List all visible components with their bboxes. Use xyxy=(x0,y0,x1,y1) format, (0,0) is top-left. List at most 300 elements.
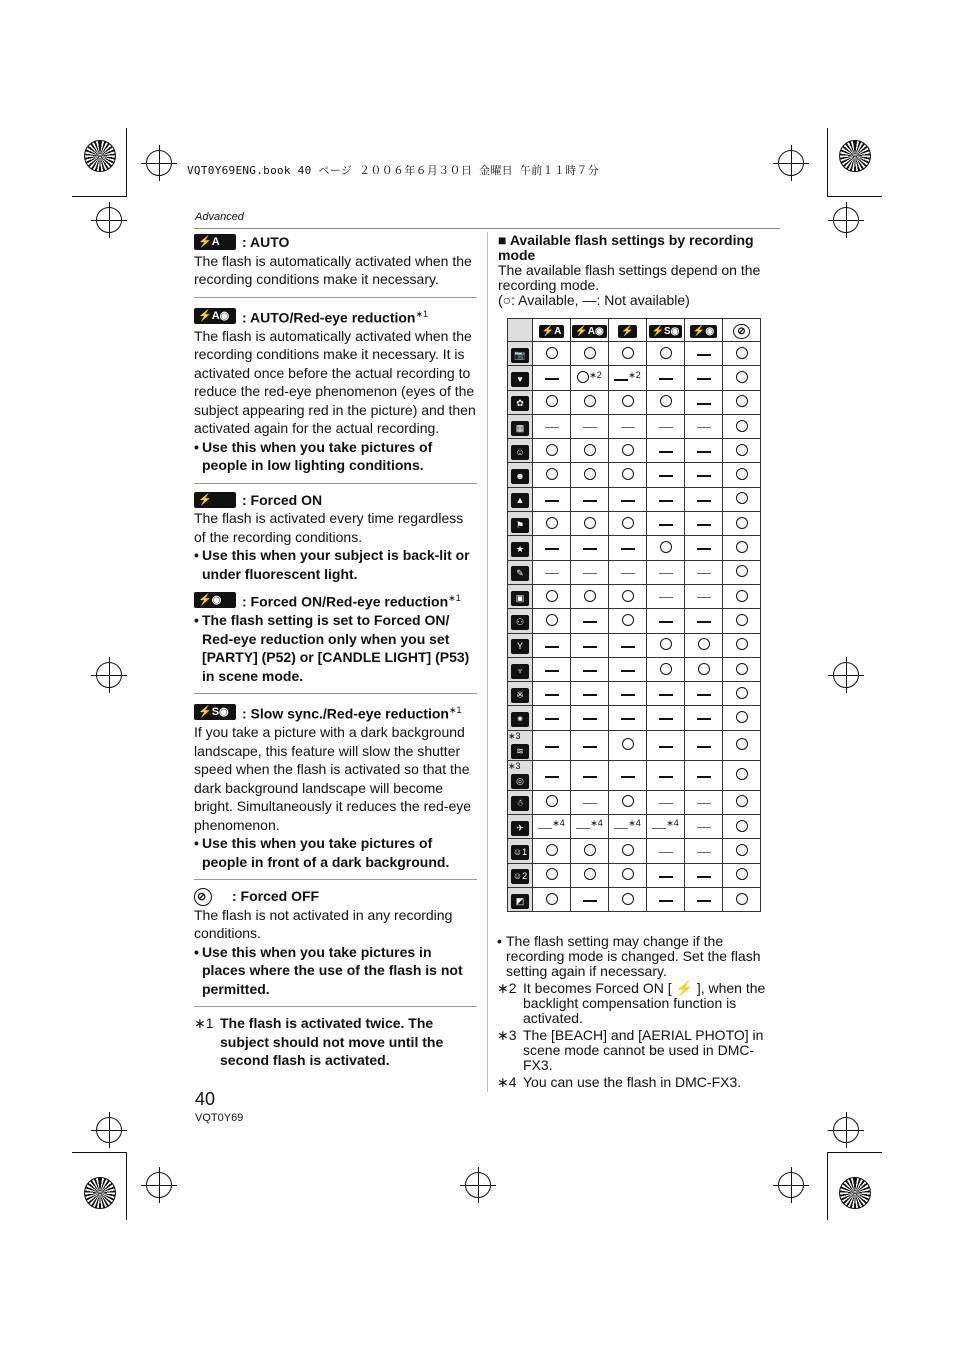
unavailable-cell xyxy=(571,536,609,560)
table-note xyxy=(497,981,782,1026)
unavailable-mark xyxy=(621,573,635,574)
available-mark xyxy=(584,590,596,602)
left-column xyxy=(194,233,477,1070)
unavailable-cell xyxy=(685,487,723,511)
table-row xyxy=(508,815,761,839)
note-text: It becomes Forced ON [ ⚡ ], when the backlight compensation function is activated. xyxy=(523,980,766,1026)
recording-mode-icon: ✎ xyxy=(511,566,529,581)
flash-slow-sync-icon: ⚡S◉ xyxy=(194,704,236,720)
forced-red-title: : Forced ON/Red-eye reduction xyxy=(242,593,449,610)
available-mark xyxy=(584,395,596,407)
forced-on-title: : Forced ON xyxy=(242,491,323,508)
unavailable-mark xyxy=(583,573,597,574)
table-row xyxy=(508,487,761,511)
recording-mode-cell xyxy=(508,342,533,366)
unavailable-cell xyxy=(571,760,609,790)
crosshair-icon xyxy=(96,207,122,233)
unavailable-cell xyxy=(533,487,571,511)
unavailable-mark xyxy=(659,694,673,696)
document-code: VQT0Y69 xyxy=(195,1112,244,1124)
footnote-ref: ∗1 xyxy=(448,593,461,604)
available-cell xyxy=(685,633,723,657)
unavailable-mark xyxy=(697,803,711,804)
forced-red-heading xyxy=(194,589,477,611)
forced-off-text: The flash is not activated in any recording conditions. xyxy=(194,906,453,942)
unavailable-cell xyxy=(571,682,609,706)
unavailable-mark xyxy=(659,378,673,380)
unavailable-mark xyxy=(545,548,559,550)
recording-mode-icon: ▦ xyxy=(511,421,529,436)
available-cell xyxy=(609,584,647,608)
unavailable-cell xyxy=(533,815,571,839)
available-mark xyxy=(622,395,634,407)
unavailable-cell xyxy=(685,536,723,560)
table-row xyxy=(508,463,761,487)
recording-mode-cell xyxy=(508,887,533,911)
forced-off-bullet: • Use this when you take pictures in places where the use of the flash is not permitted. xyxy=(194,943,463,997)
unavailable-cell xyxy=(647,839,685,863)
flash-forced-red-eye-icon: ⚡◉ xyxy=(194,592,236,608)
recording-mode-icon: ✈ xyxy=(511,821,529,836)
available-mark xyxy=(622,893,634,905)
table-row xyxy=(508,863,761,887)
available-mark xyxy=(660,663,672,675)
forced-off-title: : Forced OFF xyxy=(232,888,320,905)
flash-mode-icon: ⚡A◉ xyxy=(572,325,606,338)
available-mark xyxy=(736,517,748,529)
available-mark xyxy=(622,468,634,480)
unavailable-mark xyxy=(545,718,559,720)
available-cell xyxy=(571,863,609,887)
unavailable-cell xyxy=(647,463,685,487)
unavailable-cell xyxy=(685,463,723,487)
available-cell xyxy=(571,342,609,366)
column-divider xyxy=(487,232,488,1092)
available-mark xyxy=(736,444,748,456)
unavailable-mark xyxy=(697,900,711,902)
available-cell xyxy=(723,463,761,487)
unavailable-cell xyxy=(685,439,723,463)
crosshair-icon xyxy=(778,150,804,176)
available-mark xyxy=(546,893,558,905)
recording-mode-cell xyxy=(508,706,533,730)
table-row xyxy=(508,584,761,608)
unavailable-mark xyxy=(621,548,635,550)
table-note xyxy=(497,1075,782,1090)
recording-mode-icon: ≋ xyxy=(511,744,529,759)
print-header: VQT0Y69ENG.book 40 ページ ２００６年６月３０日 金曜日 午前１１時７分 xyxy=(187,164,599,177)
available-cell xyxy=(723,560,761,584)
unavailable-cell xyxy=(685,366,723,390)
available-mark xyxy=(736,868,748,880)
unavailable-mark xyxy=(583,427,597,428)
recording-mode-icon: ♥ xyxy=(511,372,529,387)
corner-cell xyxy=(508,319,533,342)
available-cell xyxy=(609,730,647,760)
forced-on-bullet: • Use this when your subject is back-lit or under fluorescent light. xyxy=(194,547,470,582)
divider xyxy=(194,483,477,484)
unavailable-mark xyxy=(697,876,711,878)
registration-wheel-icon xyxy=(839,1177,871,1209)
auto-red-bullet: • Use this when you take pictures of people in low lighting conditions. xyxy=(194,438,433,474)
available-cell xyxy=(723,790,761,814)
available-mark xyxy=(622,614,634,626)
available-cell xyxy=(571,584,609,608)
table-row xyxy=(508,682,761,706)
unavailable-cell xyxy=(647,560,685,584)
available-cell xyxy=(647,657,685,681)
forced-on-text: The flash is activated every time regardless of the recording conditions. xyxy=(194,510,464,545)
unavailable-cell xyxy=(647,584,685,608)
recording-mode-icon: ※ xyxy=(511,688,529,703)
available-cell xyxy=(723,512,761,536)
table-row xyxy=(508,730,761,760)
unavailable-mark xyxy=(697,852,711,853)
available-cell xyxy=(533,584,571,608)
right-intro: The available flash settings depend on the recording mode. xyxy=(498,262,761,293)
note-mark: ∗2 xyxy=(497,980,517,996)
recording-mode-icon: Y xyxy=(511,639,529,654)
unavailable-mark xyxy=(659,524,673,526)
available-mark xyxy=(584,468,596,480)
slow-sync-heading xyxy=(194,701,477,723)
unavailable-mark xyxy=(659,876,673,878)
crop-mark xyxy=(827,1152,882,1153)
unavailable-mark xyxy=(545,694,559,696)
available-mark xyxy=(546,347,558,359)
crop-mark xyxy=(72,1152,127,1153)
forced-red-bullet: • The flash setting is set to Forced ON/ Red-eye reduction only when you set [PARTY] (P52) or [CANDLE LIGHT] (P53) in scene mode. xyxy=(194,612,470,684)
recording-mode-icon: ☃ xyxy=(511,796,529,811)
unavailable-mark xyxy=(659,597,673,598)
unavailable-cell xyxy=(571,414,609,438)
available-mark xyxy=(736,492,748,504)
flash-mode-icon: ⚡S◉ xyxy=(649,325,683,338)
unavailable-mark xyxy=(614,828,628,829)
recording-mode-cell xyxy=(508,609,533,633)
unavailable-cell xyxy=(609,366,647,390)
available-cell xyxy=(723,839,761,863)
recording-mode-cell xyxy=(508,512,533,536)
unavailable-cell xyxy=(533,633,571,657)
unavailable-cell xyxy=(685,730,723,760)
unavailable-cell xyxy=(647,487,685,511)
available-mark xyxy=(736,565,748,577)
flash-forced-on-icon: ⚡ xyxy=(194,492,236,508)
recording-mode-cell xyxy=(508,560,533,584)
unavailable-cell xyxy=(685,760,723,790)
unavailable-cell xyxy=(533,706,571,730)
available-cell xyxy=(533,342,571,366)
crosshair-icon xyxy=(465,1172,491,1198)
recording-mode-cell xyxy=(508,633,533,657)
available-mark xyxy=(698,638,710,650)
unavailable-mark xyxy=(583,900,597,902)
slow-sync-text: If you take a picture with a dark background landscape, this feature will slow the shutter speed when the flash is activated so that the dark background landscape will become bright. Simultaneously it reduces the red-eye phenomenon. xyxy=(194,724,472,833)
available-cell xyxy=(609,342,647,366)
unavailable-cell xyxy=(647,414,685,438)
crosshair-icon xyxy=(833,662,859,688)
recording-mode-cell xyxy=(508,390,533,414)
available-mark xyxy=(736,638,748,650)
flash-auto-red-eye-icon: ⚡A◉ xyxy=(194,308,236,324)
available-mark xyxy=(736,371,748,383)
right-legend: (○: Available, —: Not available) xyxy=(498,292,690,308)
footnote-ref: ∗1 xyxy=(415,308,429,319)
column-header xyxy=(685,319,723,342)
flash-mode-icon: ⊘ xyxy=(733,324,749,339)
available-cell xyxy=(723,730,761,760)
unavailable-mark xyxy=(545,427,559,428)
unavailable-cell xyxy=(533,560,571,584)
unavailable-cell xyxy=(533,682,571,706)
unavailable-mark xyxy=(697,776,711,778)
unavailable-mark xyxy=(621,646,635,648)
recording-mode-cell xyxy=(508,730,533,760)
table-row xyxy=(508,390,761,414)
unavailable-cell xyxy=(571,790,609,814)
unavailable-mark xyxy=(659,475,673,477)
available-mark xyxy=(584,517,596,529)
table-row xyxy=(508,839,761,863)
available-cell xyxy=(647,633,685,657)
unavailable-cell xyxy=(685,414,723,438)
unavailable-mark xyxy=(697,378,711,380)
available-mark xyxy=(622,590,634,602)
unavailable-cell xyxy=(685,609,723,633)
available-cell xyxy=(533,463,571,487)
unavailable-mark xyxy=(614,379,628,381)
unavailable-cell xyxy=(609,657,647,681)
available-cell xyxy=(723,863,761,887)
unavailable-mark xyxy=(659,803,673,804)
recording-mode-cell xyxy=(508,439,533,463)
unavailable-cell xyxy=(647,760,685,790)
unavailable-mark xyxy=(659,746,673,748)
available-mark xyxy=(736,768,748,780)
unavailable-mark xyxy=(659,776,673,778)
available-mark xyxy=(660,347,672,359)
flash-mode-icon: ⚡ xyxy=(618,325,636,338)
flash-settings-table xyxy=(507,318,761,912)
recording-mode-icon: ◩ xyxy=(511,894,529,909)
unavailable-mark xyxy=(697,597,711,598)
available-mark xyxy=(546,590,558,602)
note-text: The [BEACH] and [AERIAL PHOTO] in scene mode cannot be used in DMC-FX3. xyxy=(523,1027,764,1073)
available-cell xyxy=(723,414,761,438)
available-cell xyxy=(609,512,647,536)
available-cell xyxy=(571,439,609,463)
unavailable-cell xyxy=(647,439,685,463)
unavailable-cell xyxy=(647,706,685,730)
available-mark xyxy=(698,663,710,675)
unavailable-mark xyxy=(583,548,597,550)
recording-mode-cell xyxy=(508,657,533,681)
crosshair-icon xyxy=(833,1117,859,1143)
unavailable-cell xyxy=(685,682,723,706)
table-note xyxy=(497,1028,782,1073)
unavailable-mark xyxy=(659,500,673,502)
unavailable-cell xyxy=(685,512,723,536)
available-mark xyxy=(622,844,634,856)
available-mark xyxy=(584,868,596,880)
divider xyxy=(194,1006,477,1007)
unavailable-cell xyxy=(571,887,609,911)
table-row xyxy=(508,439,761,463)
available-mark xyxy=(660,638,672,650)
unavailable-cell xyxy=(685,560,723,584)
table-row xyxy=(508,342,761,366)
flash-auto-icon: ⚡A xyxy=(194,234,236,250)
unavailable-mark xyxy=(583,776,597,778)
unavailable-mark xyxy=(697,427,711,428)
recording-mode-icon: 📷 xyxy=(511,348,529,363)
available-cell xyxy=(533,790,571,814)
unavailable-cell xyxy=(647,863,685,887)
unavailable-cell xyxy=(647,512,685,536)
crosshair-icon xyxy=(146,150,172,176)
available-cell xyxy=(609,609,647,633)
available-cell xyxy=(533,512,571,536)
unavailable-cell xyxy=(571,487,609,511)
auto-red-title: : AUTO/Red-eye reduction xyxy=(242,309,416,326)
available-mark xyxy=(546,517,558,529)
unavailable-mark xyxy=(697,694,711,696)
recording-mode-cell xyxy=(508,839,533,863)
unavailable-mark xyxy=(545,776,559,778)
available-cell xyxy=(685,657,723,681)
recording-mode-cell xyxy=(508,414,533,438)
available-cell xyxy=(533,609,571,633)
available-mark xyxy=(736,614,748,626)
unavailable-mark xyxy=(652,828,666,829)
available-mark xyxy=(622,444,634,456)
unavailable-mark xyxy=(545,500,559,502)
recording-mode-cell xyxy=(508,815,533,839)
available-cell xyxy=(533,863,571,887)
available-cell xyxy=(571,390,609,414)
recording-mode-icon: ▣ xyxy=(511,591,529,606)
available-mark xyxy=(577,371,589,383)
available-mark xyxy=(736,711,748,723)
available-mark xyxy=(736,844,748,856)
unavailable-cell xyxy=(609,414,647,438)
available-mark xyxy=(584,444,596,456)
available-mark xyxy=(736,820,748,832)
unavailable-cell xyxy=(571,657,609,681)
available-cell xyxy=(723,760,761,790)
crop-mark xyxy=(126,128,127,196)
available-mark xyxy=(546,614,558,626)
table-note xyxy=(497,934,782,979)
unavailable-cell xyxy=(571,633,609,657)
available-mark xyxy=(736,738,748,750)
recording-mode-icon: ☻ xyxy=(511,469,529,484)
forced-off-heading xyxy=(194,887,477,906)
crop-mark xyxy=(126,1152,127,1220)
unavailable-cell xyxy=(571,706,609,730)
available-mark xyxy=(546,868,558,880)
available-mark xyxy=(584,347,596,359)
unavailable-mark xyxy=(576,828,590,829)
auto-heading xyxy=(194,233,477,252)
unavailable-cell xyxy=(647,887,685,911)
recording-mode-icon: ▲ xyxy=(511,493,529,508)
divider xyxy=(194,693,477,694)
unavailable-mark xyxy=(659,451,673,453)
available-cell xyxy=(609,790,647,814)
right-heading: ■ Available flash settings by recording mode xyxy=(498,232,754,263)
unavailable-mark xyxy=(621,776,635,778)
unavailable-cell xyxy=(571,730,609,760)
table-row xyxy=(508,512,761,536)
available-mark xyxy=(736,590,748,602)
unavailable-mark xyxy=(621,694,635,696)
table-row xyxy=(508,536,761,560)
flash-off-icon: ⊘ xyxy=(194,888,212,906)
registration-wheel-icon xyxy=(839,140,871,172)
unavailable-mark xyxy=(621,427,635,428)
available-cell xyxy=(647,342,685,366)
footnote-ref: ∗1 xyxy=(448,705,462,716)
unavailable-cell xyxy=(685,839,723,863)
unavailable-cell xyxy=(609,633,647,657)
crosshair-icon xyxy=(96,1117,122,1143)
unavailable-mark xyxy=(697,451,711,453)
unavailable-mark xyxy=(583,694,597,696)
unavailable-cell xyxy=(685,863,723,887)
footnote-1: ∗1 The flash is activated twice. The subject should not move until the second flash is activated. xyxy=(194,1015,444,1069)
row-tag: ∗3 xyxy=(508,760,521,771)
crop-mark xyxy=(72,196,127,197)
crosshair-icon xyxy=(833,207,859,233)
unavailable-mark xyxy=(545,378,559,380)
column-header xyxy=(609,319,647,342)
unavailable-cell xyxy=(685,887,723,911)
available-mark xyxy=(546,468,558,480)
available-cell xyxy=(647,536,685,560)
auto-text: The flash is automatically activated when the recording conditions make it necessary. xyxy=(194,252,472,287)
cell-footnote-ref: ∗4 xyxy=(628,818,641,829)
available-cell xyxy=(723,390,761,414)
available-cell xyxy=(533,439,571,463)
column-header xyxy=(571,319,609,342)
available-mark xyxy=(660,541,672,553)
available-cell xyxy=(609,839,647,863)
column-header xyxy=(723,319,761,342)
unavailable-mark xyxy=(697,548,711,550)
crop-mark xyxy=(827,1152,828,1220)
unavailable-mark xyxy=(697,403,711,405)
recording-mode-icon: ⚑ xyxy=(511,518,529,533)
available-cell xyxy=(533,839,571,863)
table-row xyxy=(508,633,761,657)
unavailable-cell xyxy=(609,706,647,730)
unavailable-cell xyxy=(609,536,647,560)
note-text: The flash setting may change if the recording mode is changed. Set the flash setting again if necessary. xyxy=(506,933,761,979)
registration-wheel-icon xyxy=(84,140,116,172)
unavailable-cell xyxy=(685,790,723,814)
unavailable-cell xyxy=(647,366,685,390)
column-header xyxy=(533,319,571,342)
available-cell xyxy=(571,366,609,390)
available-cell xyxy=(533,887,571,911)
unavailable-cell xyxy=(609,560,647,584)
table-row xyxy=(508,760,761,790)
crosshair-icon xyxy=(778,1172,804,1198)
header-rule xyxy=(194,228,780,229)
available-mark xyxy=(622,347,634,359)
